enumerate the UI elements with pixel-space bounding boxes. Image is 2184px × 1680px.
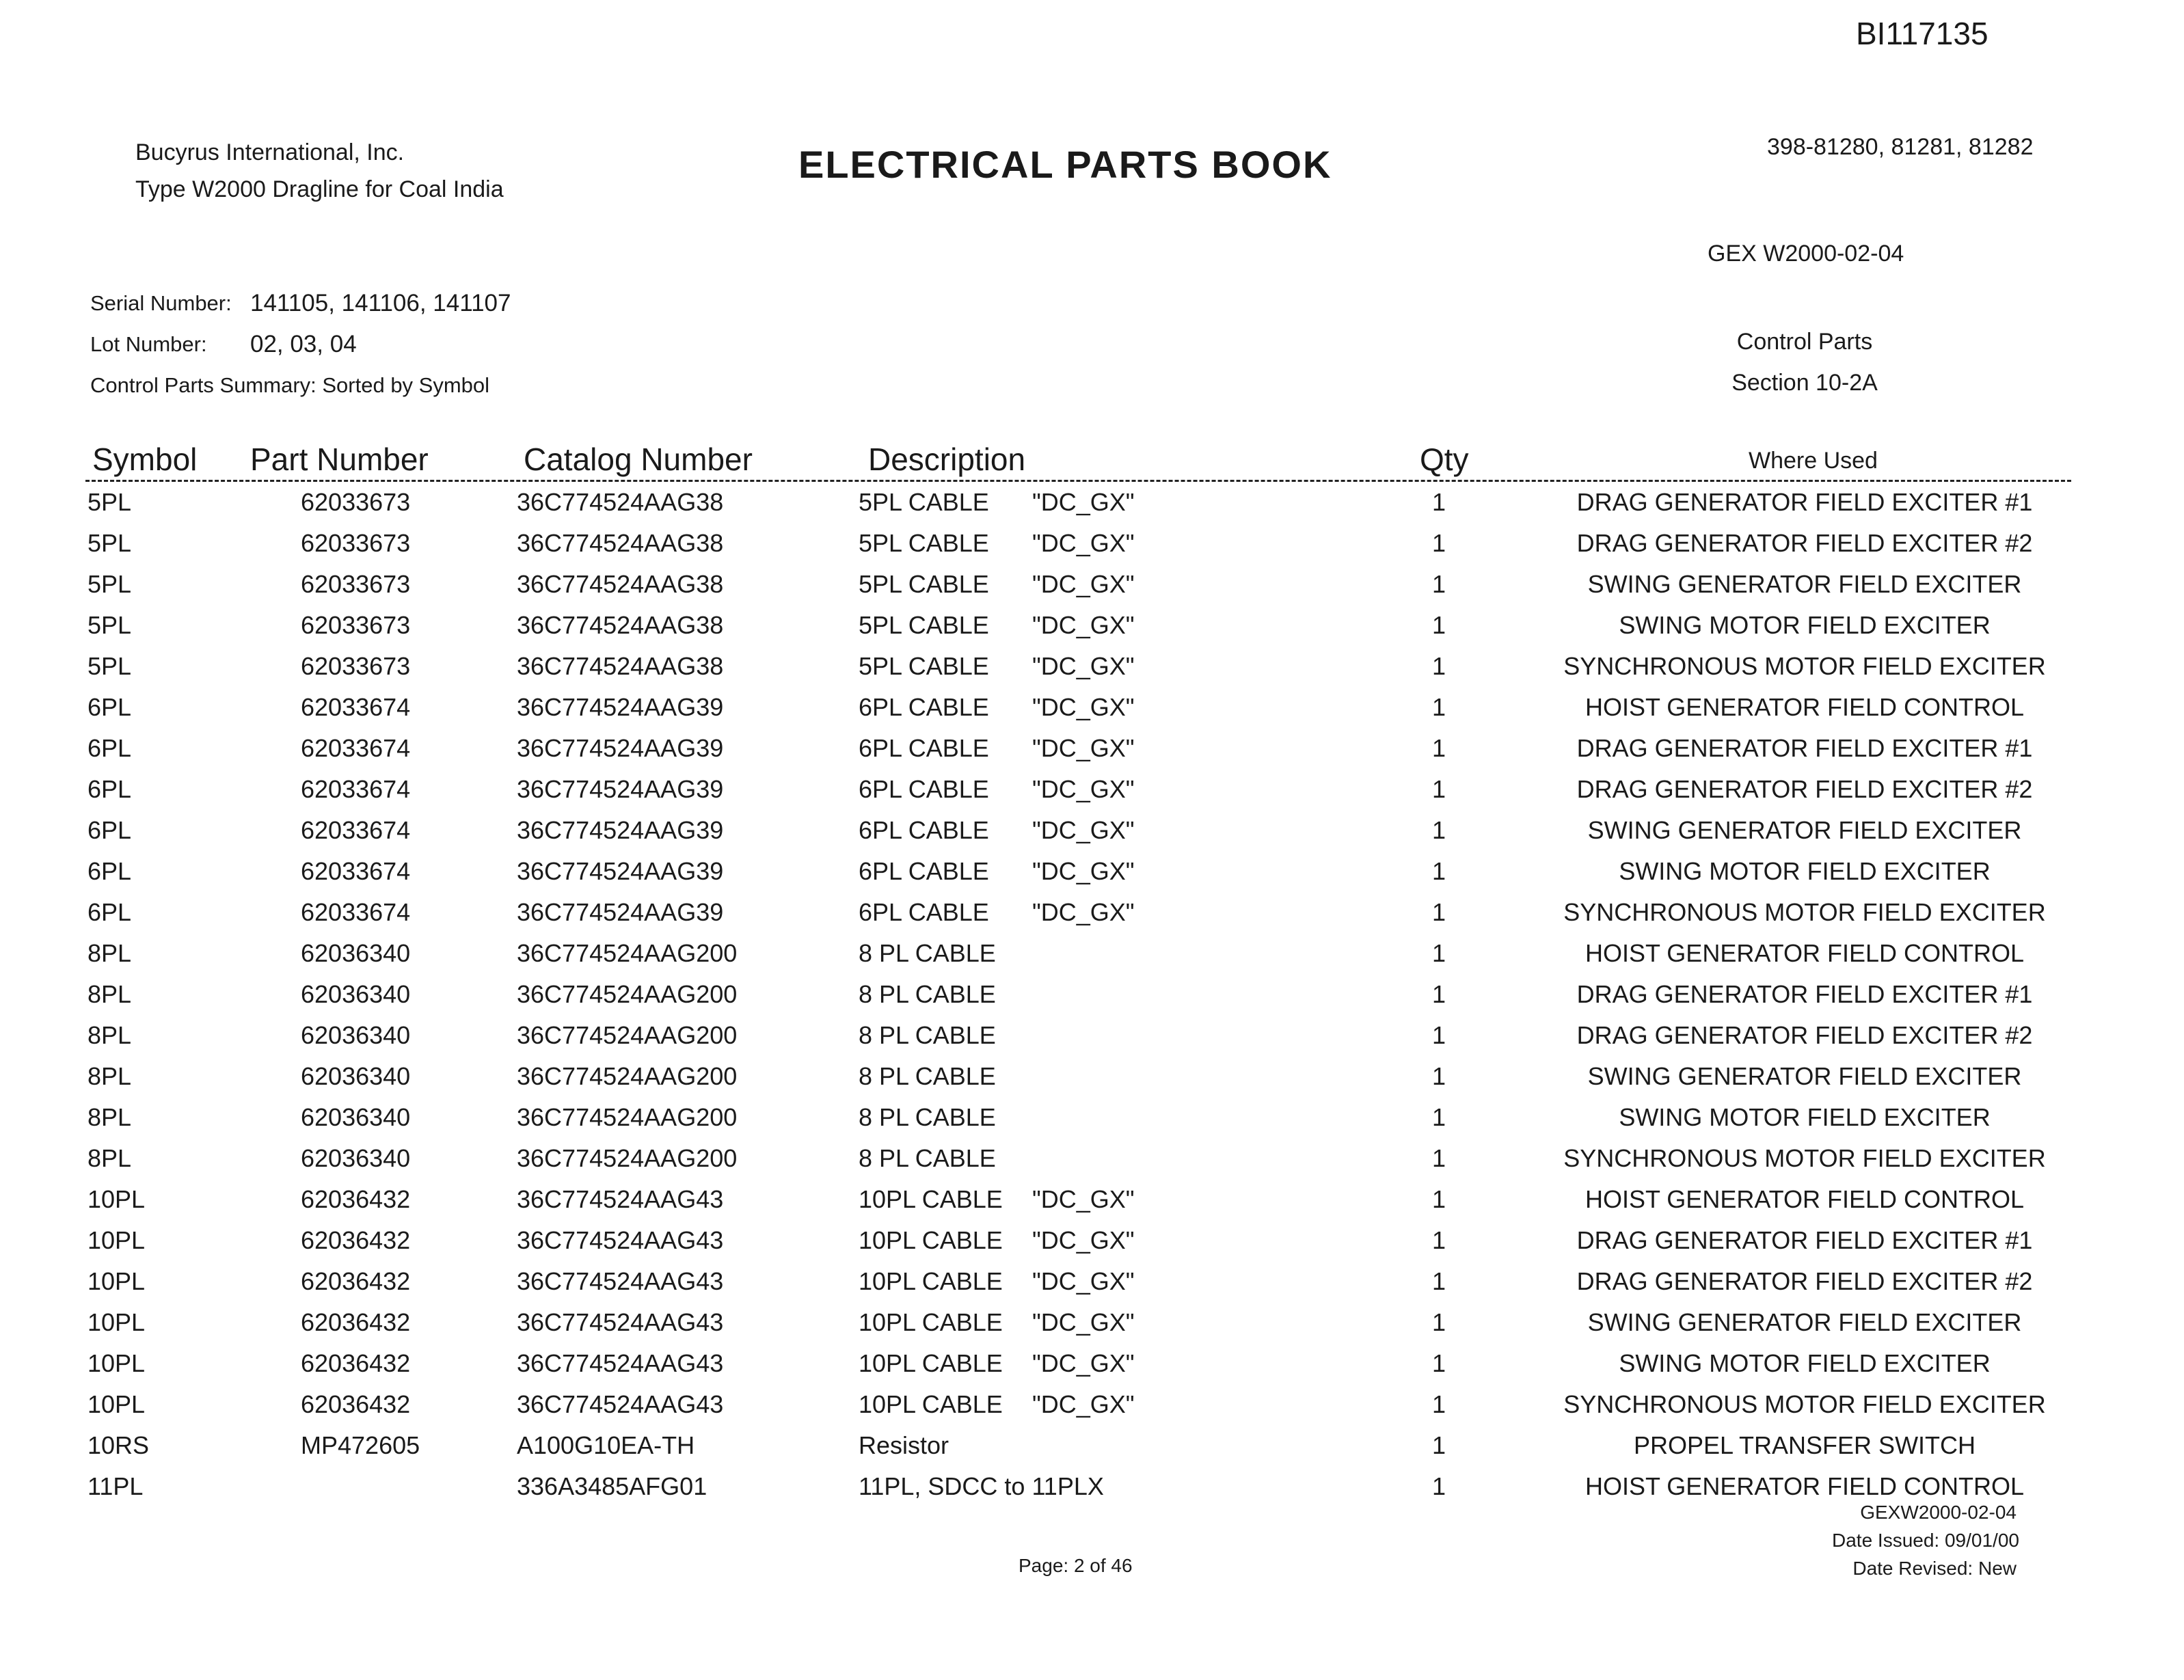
- cell-qty: 1: [1432, 611, 1446, 639]
- company-name: Bucyrus International, Inc.: [135, 139, 405, 165]
- cell-qty: 1: [1432, 1185, 1446, 1213]
- cell-part-number: 62033673: [301, 488, 411, 516]
- cell-symbol: 10PL: [87, 1226, 146, 1254]
- cell-description: 8 PL CABLE: [859, 1021, 996, 1049]
- table-row: [0, 1344, 2184, 1385]
- cell-description: 5PL CABLE: [859, 529, 989, 557]
- cell-description: 6PL CABLE: [859, 898, 989, 926]
- cell-where-used: SWING GENERATOR FIELD EXCITER: [1587, 570, 2022, 598]
- cell-part-number: 62033674: [301, 693, 411, 721]
- cell-catalog-number: 36C774524AAG39: [517, 898, 724, 926]
- lot-number-value: 02, 03, 04: [250, 331, 357, 357]
- cell-qty: 1: [1432, 570, 1446, 598]
- cell-description: Resistor: [859, 1431, 949, 1459]
- cell-where-used: DRAG GENERATOR FIELD EXCITER #2: [1576, 775, 2033, 803]
- table-row: [0, 770, 2184, 811]
- cell-description: 5PL CABLE: [859, 652, 989, 680]
- cell-part-number: 62036340: [301, 1062, 411, 1090]
- cell-symbol: 10PL: [87, 1349, 146, 1377]
- cell-description: 6PL CABLE: [859, 734, 989, 762]
- cell-description-type: "DC_GX": [1032, 570, 1135, 598]
- cell-description-type: "DC_GX": [1032, 775, 1135, 803]
- cell-part-number: 62036432: [301, 1226, 411, 1254]
- cell-part-number: 62036340: [301, 980, 411, 1008]
- cell-catalog-number: 36C774524AAG43: [517, 1185, 724, 1213]
- cell-catalog-number: 36C774524AAG38: [517, 570, 724, 598]
- table-row: [0, 893, 2184, 934]
- header-divider: [85, 480, 2071, 482]
- cell-catalog-number: 36C774524AAG43: [517, 1390, 724, 1418]
- cell-where-used: HOIST GENERATOR FIELD CONTROL: [1585, 1185, 2025, 1213]
- cell-part-number: 62033674: [301, 734, 411, 762]
- cell-symbol: 5PL: [87, 488, 132, 516]
- table-row: [0, 1016, 2184, 1057]
- serial-number-value: 141105, 141106, 141107: [250, 290, 511, 316]
- cell-symbol: 6PL: [87, 816, 132, 844]
- section-number: Section 10-2A: [1731, 370, 1878, 396]
- cell-part-number: 62036432: [301, 1185, 411, 1213]
- cell-part-number: 62036340: [301, 1103, 411, 1131]
- cell-description-type: "DC_GX": [1032, 1308, 1135, 1336]
- summary-caption: Control Parts Summary: Sorted by Symbol: [90, 373, 490, 397]
- cell-symbol: 10PL: [87, 1390, 146, 1418]
- table-row: [0, 1385, 2184, 1426]
- table-row: [0, 1098, 2184, 1139]
- cell-catalog-number: 336A3485AFG01: [517, 1472, 707, 1500]
- cell-description-type: "DC_GX": [1032, 898, 1135, 926]
- page-title: ELECTRICAL PARTS BOOK: [798, 143, 1332, 186]
- cell-where-used: PROPEL TRANSFER SWITCH: [1633, 1431, 1976, 1459]
- column-header-where-used: Where Used: [1749, 448, 1878, 474]
- table-row: [0, 729, 2184, 770]
- cell-part-number: 62033674: [301, 775, 411, 803]
- cell-part-number: 62036340: [301, 1144, 411, 1172]
- cell-qty: 1: [1432, 775, 1446, 803]
- cell-description: 10PL CABLE: [859, 1226, 1003, 1254]
- cell-catalog-number: 36C774524AAG38: [517, 611, 724, 639]
- cell-description-type: "DC_GX": [1032, 652, 1135, 680]
- cell-description-type: "DC_GX": [1032, 611, 1135, 639]
- column-header-symbol: Symbol: [92, 442, 198, 477]
- table-row: [0, 1262, 2184, 1303]
- cell-description-type: "DC_GX": [1032, 1349, 1135, 1377]
- cell-symbol: 11PL: [87, 1472, 144, 1500]
- cell-where-used: DRAG GENERATOR FIELD EXCITER #1: [1576, 1226, 2033, 1254]
- cell-part-number: 62036432: [301, 1267, 411, 1295]
- model-numbers: 398-81280, 81281, 81282: [1767, 134, 2034, 160]
- cell-catalog-number: 36C774524AAG39: [517, 775, 724, 803]
- cell-catalog-number: 36C774524AAG200: [517, 1021, 738, 1049]
- table-row: [0, 688, 2184, 729]
- cell-qty: 1: [1432, 816, 1446, 844]
- cell-description: 8 PL CABLE: [859, 1062, 996, 1090]
- company-block: [135, 134, 504, 208]
- cell-part-number: 62033674: [301, 898, 411, 926]
- cell-description: 5PL CABLE: [859, 611, 989, 639]
- cell-symbol: 8PL: [87, 1021, 132, 1049]
- cell-description: 11PL, SDCC to 11PLX: [859, 1472, 1104, 1500]
- cell-qty: 1: [1432, 1226, 1446, 1254]
- cell-catalog-number: 36C774524AAG39: [517, 857, 724, 885]
- cell-qty: 1: [1432, 529, 1446, 557]
- cell-description-type: "DC_GX": [1032, 857, 1135, 885]
- table-row: [0, 524, 2184, 565]
- cell-symbol: 6PL: [87, 734, 132, 762]
- table-row: [0, 1426, 2184, 1467]
- cell-catalog-number: 36C774524AAG43: [517, 1267, 724, 1295]
- cell-catalog-number: 36C774524AAG200: [517, 1144, 738, 1172]
- cell-where-used: SYNCHRONOUS MOTOR FIELD EXCITER: [1563, 1390, 2046, 1418]
- table-row: [0, 975, 2184, 1016]
- cell-part-number: 62033674: [301, 816, 411, 844]
- cell-symbol: 10PL: [87, 1308, 146, 1336]
- cell-qty: 1: [1432, 1021, 1446, 1049]
- cell-qty: 1: [1432, 857, 1446, 885]
- cell-symbol: 8PL: [87, 980, 132, 1008]
- cell-qty: 1: [1432, 693, 1446, 721]
- table-row: [0, 852, 2184, 893]
- cell-description-type: "DC_GX": [1032, 1267, 1135, 1295]
- cell-qty: 1: [1432, 898, 1446, 926]
- cell-part-number: 62036432: [301, 1308, 411, 1336]
- cell-symbol: 10RS: [87, 1431, 150, 1459]
- cell-where-used: SWING GENERATOR FIELD EXCITER: [1587, 816, 2022, 844]
- cell-catalog-number: 36C774524AAG38: [517, 529, 724, 557]
- cell-symbol: 5PL: [87, 611, 132, 639]
- cell-where-used: SYNCHRONOUS MOTOR FIELD EXCITER: [1563, 652, 2046, 680]
- table-row: [0, 1139, 2184, 1180]
- cell-catalog-number: 36C774524AAG39: [517, 734, 724, 762]
- lot-number-row: [90, 324, 511, 365]
- cell-symbol: 6PL: [87, 693, 132, 721]
- cell-description: 8 PL CABLE: [859, 1103, 996, 1131]
- page-number: Page: 2 of 46: [1019, 1555, 1133, 1576]
- cell-catalog-number: 36C774524AAG200: [517, 939, 738, 967]
- cell-where-used: SWING MOTOR FIELD EXCITER: [1619, 857, 1991, 885]
- cell-catalog-number: 36C774524AAG38: [517, 652, 724, 680]
- cell-qty: 1: [1432, 488, 1446, 516]
- cell-description-type: "DC_GX": [1032, 488, 1135, 516]
- cell-where-used: HOIST GENERATOR FIELD CONTROL: [1585, 693, 2025, 721]
- cell-description: 6PL CABLE: [859, 857, 989, 885]
- table-row: [0, 934, 2184, 975]
- cell-qty: 1: [1432, 1144, 1446, 1172]
- footer-date-issued: Date Issued: 09/01/00: [1832, 1530, 2019, 1551]
- table-row: [0, 1180, 2184, 1221]
- cell-qty: 1: [1432, 1390, 1446, 1418]
- footer-info: [1832, 1498, 2017, 1582]
- cell-where-used: DRAG GENERATOR FIELD EXCITER #1: [1576, 980, 2033, 1008]
- gex-code: GEX W2000-02-04: [1708, 241, 1904, 267]
- cell-part-number: 62033673: [301, 611, 411, 639]
- section-info: [1668, 321, 1941, 403]
- cell-catalog-number: 36C774524AAG43: [517, 1226, 724, 1254]
- cell-symbol: 8PL: [87, 1062, 132, 1090]
- cell-catalog-number: 36C774524AAG39: [517, 693, 724, 721]
- table-row: [0, 483, 2184, 524]
- lot-number-label: Lot Number:: [90, 332, 207, 356]
- cell-where-used: DRAG GENERATOR FIELD EXCITER #1: [1576, 734, 2033, 762]
- cell-qty: 1: [1432, 1349, 1446, 1377]
- cell-description: 6PL CABLE: [859, 693, 989, 721]
- cell-qty: 1: [1432, 1062, 1446, 1090]
- cell-description-type: "DC_GX": [1032, 734, 1135, 762]
- cell-part-number: 62036340: [301, 1021, 411, 1049]
- cell-catalog-number: 36C774524AAG43: [517, 1349, 724, 1377]
- machine-type: Type W2000 Dragline for Coal India: [135, 176, 504, 202]
- cell-where-used: SWING GENERATOR FIELD EXCITER: [1587, 1062, 2022, 1090]
- cell-qty: 1: [1432, 980, 1446, 1008]
- cell-description: 8 PL CABLE: [859, 939, 996, 967]
- cell-description-type: "DC_GX": [1032, 816, 1135, 844]
- cell-symbol: 10PL: [87, 1185, 146, 1213]
- cell-description: 6PL CABLE: [859, 816, 989, 844]
- cell-qty: 1: [1432, 734, 1446, 762]
- table-row: [0, 647, 2184, 688]
- cell-part-number: 62036432: [301, 1390, 411, 1418]
- cell-catalog-number: 36C774524AAG200: [517, 1103, 738, 1131]
- cell-description-type: "DC_GX": [1032, 1390, 1135, 1418]
- cell-qty: 1: [1432, 1472, 1446, 1500]
- cell-where-used: HOIST GENERATOR FIELD CONTROL: [1585, 939, 2025, 967]
- cell-description-type: "DC_GX": [1032, 529, 1135, 557]
- cell-part-number: MP472605: [301, 1431, 420, 1459]
- cell-description-type: "DC_GX": [1032, 1185, 1135, 1213]
- cell-symbol: 6PL: [87, 775, 132, 803]
- document-id: BI117135: [1856, 16, 1988, 51]
- table-row: [0, 811, 2184, 852]
- footer-gex-code: GEXW2000-02-04: [1860, 1502, 2017, 1523]
- cell-qty: 1: [1432, 652, 1446, 680]
- cell-symbol: 5PL: [87, 570, 132, 598]
- cell-symbol: 10PL: [87, 1267, 146, 1295]
- cell-catalog-number: A100G10EA-TH: [517, 1431, 695, 1459]
- cell-description-type: "DC_GX": [1032, 1226, 1135, 1254]
- cell-description: 10PL CABLE: [859, 1267, 1003, 1295]
- cell-part-number: 62033673: [301, 652, 411, 680]
- cell-symbol: 5PL: [87, 529, 132, 557]
- cell-catalog-number: 36C774524AAG200: [517, 1062, 738, 1090]
- cell-catalog-number: 36C774524AAG38: [517, 488, 724, 516]
- cell-where-used: HOIST GENERATOR FIELD CONTROL: [1585, 1472, 2025, 1500]
- serial-number-row: [90, 283, 511, 324]
- cell-where-used: SYNCHRONOUS MOTOR FIELD EXCITER: [1563, 1144, 2046, 1172]
- cell-qty: 1: [1432, 1267, 1446, 1295]
- cell-description-type: "DC_GX": [1032, 693, 1135, 721]
- cell-part-number: 62033673: [301, 529, 411, 557]
- cell-symbol: 8PL: [87, 1103, 132, 1131]
- column-header-description: Description: [868, 442, 1026, 477]
- table-row: [0, 1303, 2184, 1344]
- cell-description: 10PL CABLE: [859, 1308, 1003, 1336]
- section-name: Control Parts: [1736, 329, 1873, 355]
- cell-description: 5PL CABLE: [859, 570, 989, 598]
- cell-description: 10PL CABLE: [859, 1349, 1003, 1377]
- cell-symbol: 8PL: [87, 1144, 132, 1172]
- cell-description: 6PL CABLE: [859, 775, 989, 803]
- cell-part-number: 62036340: [301, 939, 411, 967]
- cell-description: 10PL CABLE: [859, 1185, 1003, 1213]
- cell-description: 10PL CABLE: [859, 1390, 1003, 1418]
- cell-where-used: SYNCHRONOUS MOTOR FIELD EXCITER: [1563, 898, 2046, 926]
- cell-where-used: DRAG GENERATOR FIELD EXCITER #2: [1576, 1021, 2033, 1049]
- cell-where-used: DRAG GENERATOR FIELD EXCITER #1: [1576, 488, 2033, 516]
- cell-where-used: SWING MOTOR FIELD EXCITER: [1619, 1349, 1991, 1377]
- cell-description: 8 PL CABLE: [859, 1144, 996, 1172]
- table-row: [0, 606, 2184, 647]
- cell-qty: 1: [1432, 939, 1446, 967]
- cell-symbol: 5PL: [87, 652, 132, 680]
- cell-qty: 1: [1432, 1431, 1446, 1459]
- cell-description: 8 PL CABLE: [859, 980, 996, 1008]
- cell-where-used: DRAG GENERATOR FIELD EXCITER #2: [1576, 529, 2033, 557]
- cell-catalog-number: 36C774524AAG43: [517, 1308, 724, 1336]
- cell-where-used: SWING MOTOR FIELD EXCITER: [1619, 1103, 1991, 1131]
- cell-description: 5PL CABLE: [859, 488, 989, 516]
- cell-symbol: 8PL: [87, 939, 132, 967]
- cell-part-number: 62033673: [301, 570, 411, 598]
- column-header-qty: Qty: [1420, 442, 1469, 477]
- cell-symbol: 6PL: [87, 857, 132, 885]
- cell-where-used: SWING MOTOR FIELD EXCITER: [1619, 611, 1991, 639]
- cell-catalog-number: 36C774524AAG39: [517, 816, 724, 844]
- cell-symbol: 6PL: [87, 898, 132, 926]
- cell-qty: 1: [1432, 1103, 1446, 1131]
- cell-part-number: 62036432: [301, 1349, 411, 1377]
- footer-date-revised: Date Revised: New: [1852, 1558, 2017, 1579]
- column-header-catalog-number: Catalog Number: [524, 442, 753, 477]
- cell-catalog-number: 36C774524AAG200: [517, 980, 738, 1008]
- table-row: [0, 1221, 2184, 1262]
- serial-info: [90, 283, 511, 406]
- cell-where-used: DRAG GENERATOR FIELD EXCITER #2: [1576, 1267, 2033, 1295]
- column-header-part-number: Part Number: [250, 442, 429, 477]
- cell-where-used: SWING GENERATOR FIELD EXCITER: [1587, 1308, 2022, 1336]
- table-row: [0, 1057, 2184, 1098]
- table-row: [0, 565, 2184, 606]
- serial-number-label: Serial Number:: [90, 291, 232, 315]
- cell-qty: 1: [1432, 1308, 1446, 1336]
- cell-part-number: 62033674: [301, 857, 411, 885]
